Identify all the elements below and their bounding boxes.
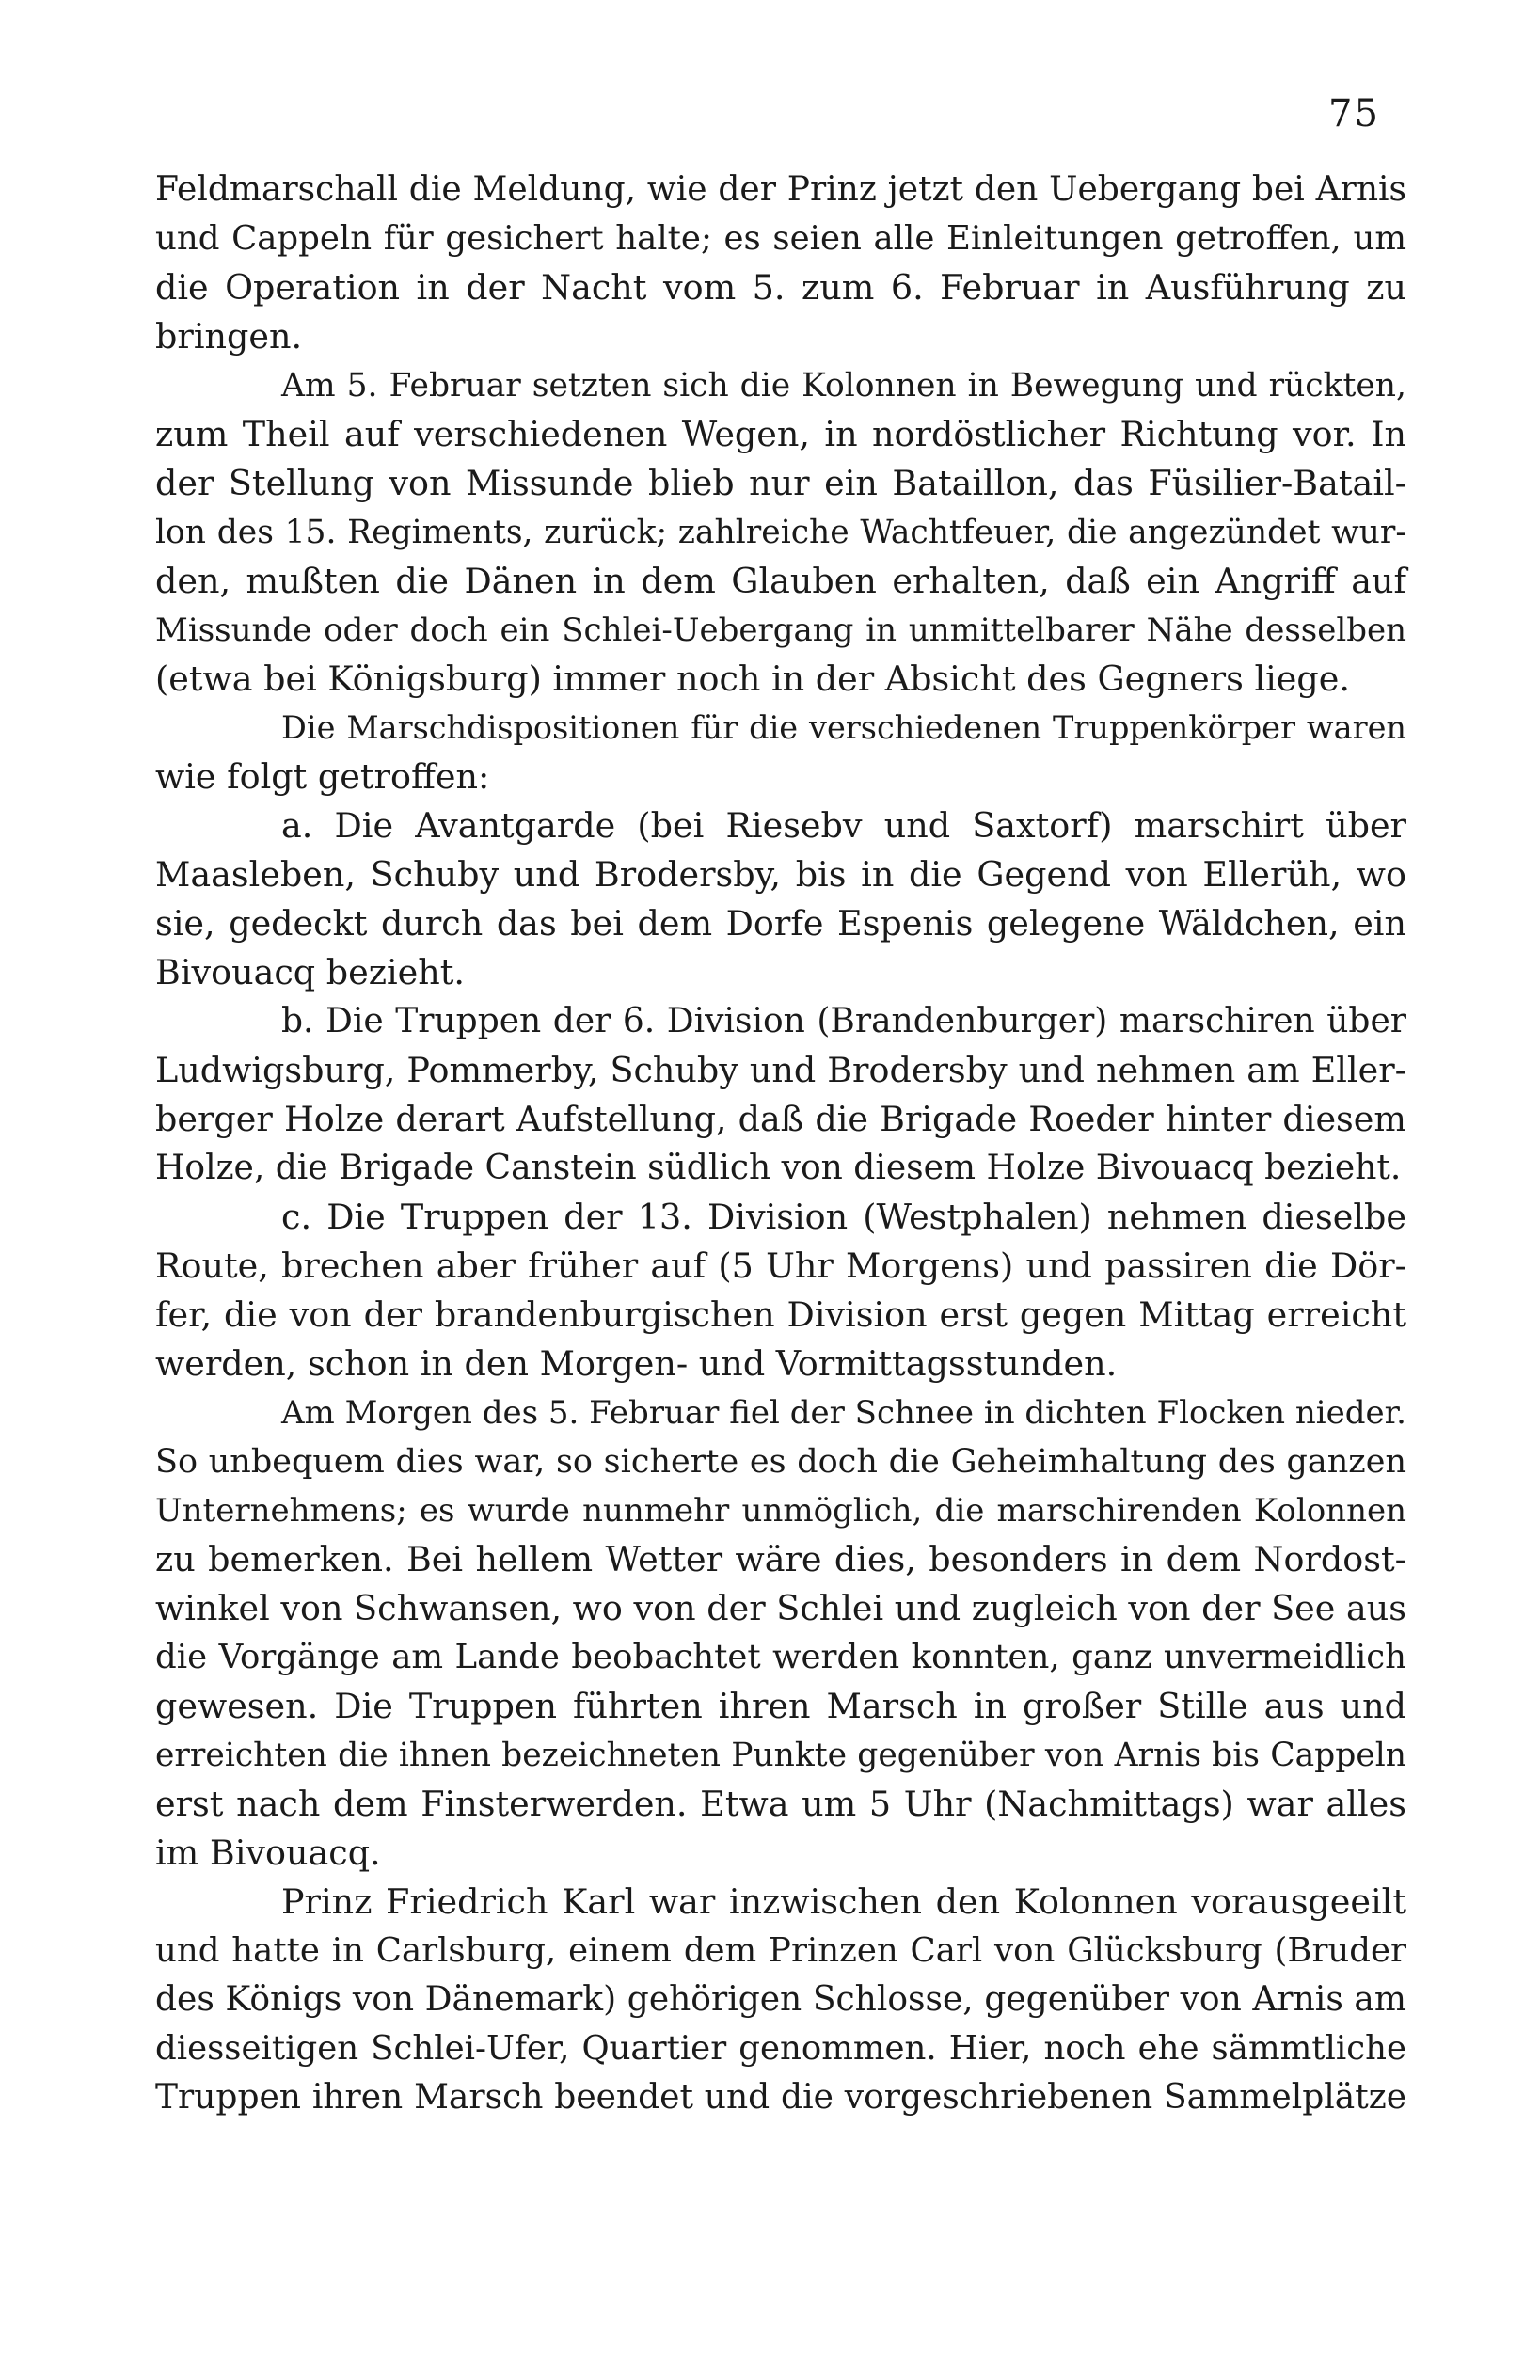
text-line: Holze, die Brigade Canstein südlich von diesem Holze Bivouacq bezieht. bbox=[155, 1149, 1402, 1187]
text-line: erreichten die ihnen bezeichneten Punkte gegenüber von Arnis bis Cappeln bbox=[155, 1737, 1406, 1774]
text-line: im Bivouacq. bbox=[155, 1833, 381, 1873]
text-line: Route, brechen aber früher auf (5 Uhr Morgens) und passiren die Dör- bbox=[155, 1246, 1406, 1286]
text-line: Unternehmens; es wurde nunmehr unmöglich, die marschirenden Kolonnen bbox=[155, 1492, 1406, 1530]
text-line: wie folgt getroffen: bbox=[155, 756, 490, 797]
text-line: Am Morgen des 5. Februar fiel der Schnee in dichten Flocken nieder. bbox=[281, 1394, 1406, 1432]
text-line: Ludwigsburg, Pommerby, Schuby und Brodersby und nehmen am Eller- bbox=[155, 1050, 1406, 1090]
text-line: b. Die Truppen der 6. Division (Brandenburger) marschiren über bbox=[281, 1002, 1406, 1040]
text-line: Prinz Friedrich Karl war inzwischen den Kolonnen vorausgeeilt bbox=[281, 1881, 1406, 1922]
text-line: sie, gedeckt durch das bei dem Dorfe Espenis gelegene Wäldchen, ein bbox=[155, 903, 1406, 944]
text-line: a. Die Avantgarde (bei Riesebv und Saxtorf) marschirt über bbox=[281, 805, 1406, 846]
text-line: So unbequem dies war, so sicherte es doch die Geheimhaltung des ganzen bbox=[155, 1443, 1406, 1481]
text-line: bringen. bbox=[155, 316, 303, 357]
text-line: Missunde oder doch ein Schlei-Uebergang in unmittelbarer Nähe desselben bbox=[155, 611, 1406, 649]
text-line: winkel von Schwansen, wo von der Schlei und zugleich von der See aus bbox=[155, 1588, 1406, 1628]
text-line: (etwa bei Königsburg) immer noch in der Absicht des Gegners liege. bbox=[155, 658, 1350, 699]
text-line: Die Marschdispositionen für die verschiedenen Truppenkörper waren bbox=[281, 709, 1406, 746]
text-line: gewesen. Die Truppen führten ihren Marsch in großer Stille aus und bbox=[155, 1686, 1406, 1726]
text-line: berger Holze derart Aufstellung, daß die Brigade Roeder hinter diesem bbox=[155, 1099, 1406, 1139]
text-line: Am 5. Februar setzten sich die Kolonnen in Bewegung und rückten, bbox=[281, 367, 1406, 405]
text-line: zum Theil auf verschiedenen Wegen, in nordöstlicher Richtung vor. In bbox=[155, 414, 1406, 454]
text-line: erst nach dem Finsterwerden. Etwa um 5 Uhr (Nachmittags) war alles bbox=[155, 1784, 1406, 1824]
text-line: diesseitigen Schlei-Ufer, Quartier genommen. Hier, noch ehe sämmtliche bbox=[155, 2029, 1406, 2068]
text-line: Feldmarschall die Meldung, wie der Prinz jetzt den Uebergang bei Arnis bbox=[155, 170, 1406, 209]
text-line: die Vorgänge am Lande beobachtet werden konnten, ganz unvermeidlich bbox=[155, 1638, 1406, 1676]
text-line: und hatte in Carlsburg, einem dem Prinzen Carl von Glücksburg (Bruder bbox=[155, 1931, 1406, 1970]
text-line: den, mußten die Dänen in dem Glauben erhalten, daß ein Angriff auf bbox=[155, 561, 1406, 601]
text-line: lon des 15. Regiments, zurück; zahlreiche Wachtfeuer, die angezündet wur- bbox=[155, 514, 1406, 551]
text-line: Truppen ihren Marsch beendet und die vorgeschriebenen Sammelplätze bbox=[155, 2078, 1406, 2117]
text-line: des Königs von Dänemark) gehörigen Schlosse, gegenüber von Arnis am bbox=[155, 1980, 1406, 2019]
text-line: Maasleben, Schuby und Brodersby, bis in die Gegend von Ellerüh, wo bbox=[155, 854, 1406, 895]
text-line: der Stellung von Missunde blieb nur ein Bataillon, das Füsilier-Batail- bbox=[155, 463, 1406, 503]
text-line: Bivouacq bezieht. bbox=[155, 952, 466, 992]
text-line: zu bemerken. Bei hellem Wetter wäre dies, besonders in dem Nordost- bbox=[155, 1539, 1406, 1579]
body-text bbox=[155, 166, 1406, 2122]
text-line: werden, schon in den Morgen- und Vormittagsstunden. bbox=[155, 1343, 1118, 1384]
text-line: c. Die Truppen der 13. Division (Westphalen) nehmen dieselbe bbox=[281, 1197, 1406, 1237]
text-line: fer, die von der brandenburgischen Division erst gegen Mittag erreicht bbox=[155, 1294, 1406, 1335]
text-line: und Cappeln für gesichert halte; es seien alle Einleitungen getroffen, um bbox=[155, 219, 1406, 258]
page-number: 75 bbox=[1328, 92, 1380, 135]
text-line: die Operation in der Nacht vom 5. zum 6. Februar in Ausführung zu bbox=[155, 267, 1406, 308]
